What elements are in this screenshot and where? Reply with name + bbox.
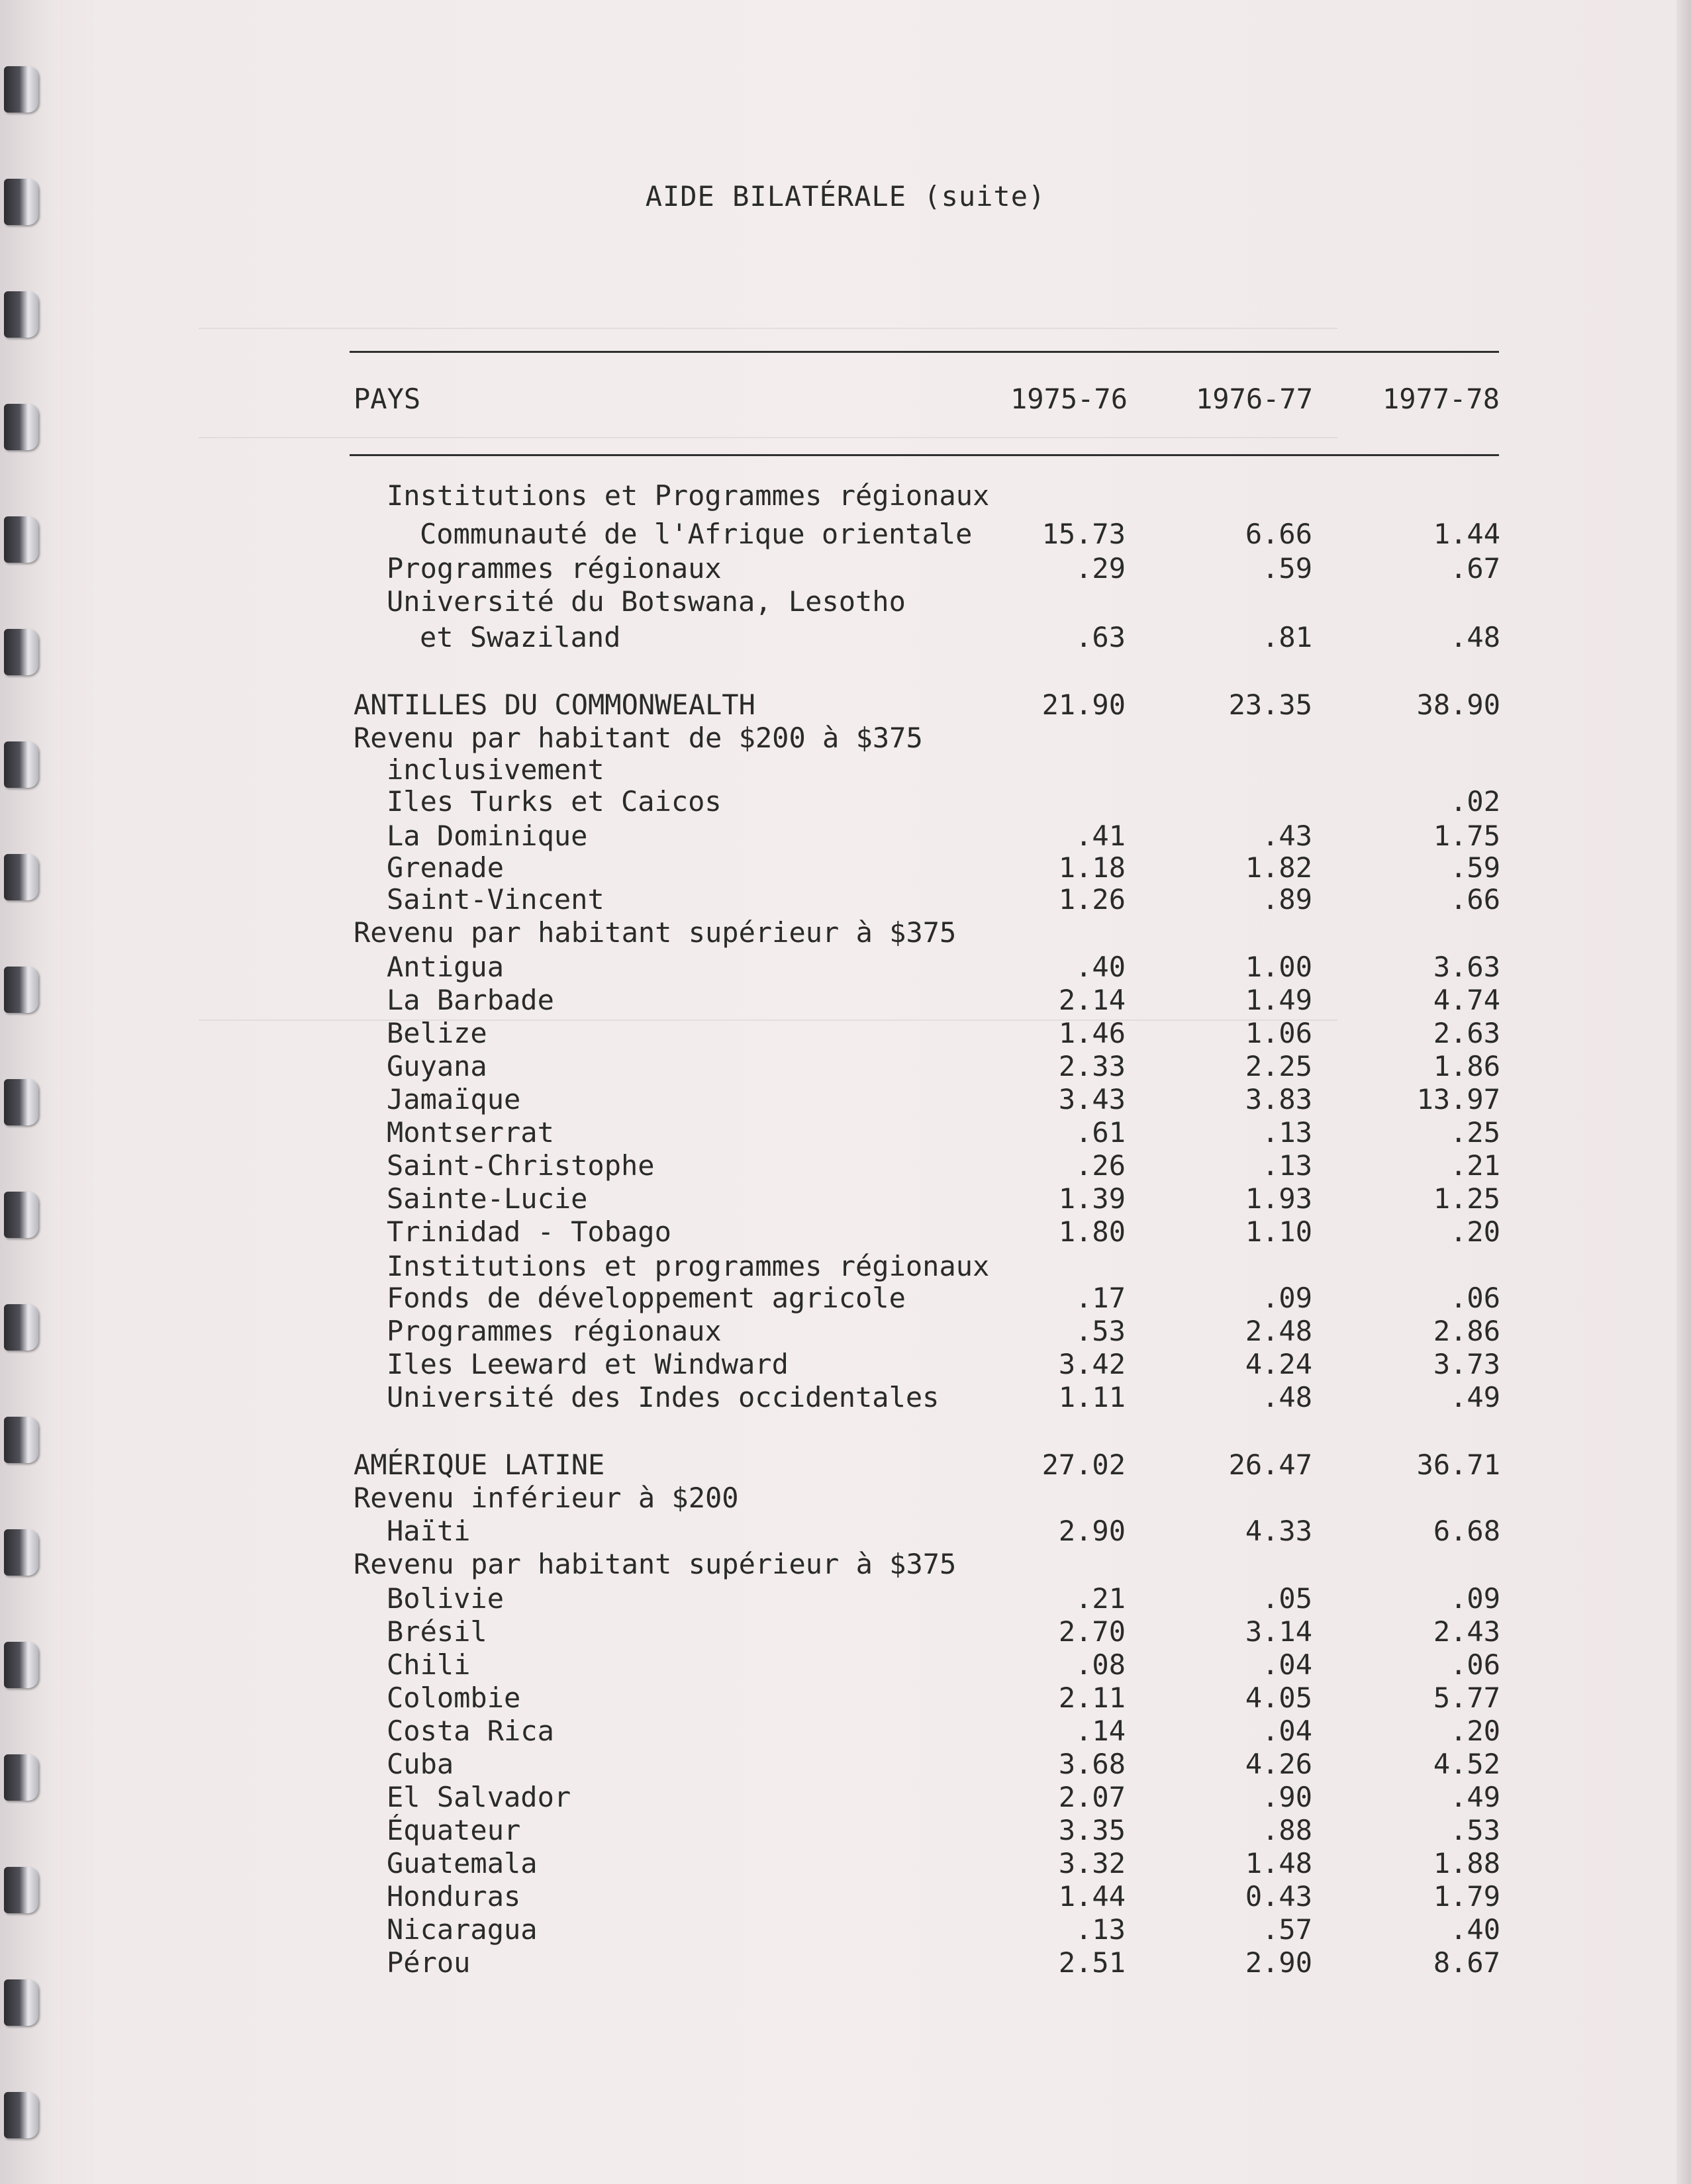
table-row [0, 722, 1691, 755]
row-label: Jamaïque [387, 1083, 521, 1116]
value-1976-77: 1.82 [1245, 851, 1312, 884]
row-label: Costa Rica [387, 1715, 554, 1747]
value-1976-77: 6.66 [1245, 518, 1312, 550]
row-label: Colombie [387, 1682, 521, 1714]
value-1975-76: 3.35 [1058, 1814, 1126, 1846]
row-label: inclusivement [387, 753, 604, 786]
value-1976-77: .05 [1262, 1582, 1312, 1615]
row-label: Iles Turks et Caicos [387, 785, 722, 818]
value-1977-78: 1.79 [1433, 1880, 1500, 1913]
table-row [0, 1515, 1691, 1548]
value-1977-78: 4.74 [1433, 984, 1500, 1016]
row-label: Université des Indes occidentales [387, 1381, 940, 1413]
value-1977-78: 1.75 [1433, 820, 1500, 852]
row-label: Saint-Vincent [387, 883, 604, 916]
value-1977-78: 1.44 [1433, 518, 1500, 550]
row-label: Nicaragua [387, 1913, 538, 1946]
table-row [0, 1282, 1691, 1315]
row-label: Sainte-Lucie [387, 1182, 588, 1215]
row-label: Guatemala [387, 1847, 538, 1879]
row-label: Programmes régionaux [387, 1315, 722, 1347]
table-row [0, 753, 1691, 786]
table-row [0, 1050, 1691, 1083]
value-1976-77: 3.83 [1245, 1083, 1312, 1116]
value-1977-78: .49 [1450, 1381, 1500, 1413]
value-1977-78: 1.86 [1433, 1050, 1500, 1082]
table-row [0, 479, 1691, 512]
table-row [0, 1913, 1691, 1946]
value-1977-78: 6.68 [1433, 1515, 1500, 1547]
value-1977-78: .66 [1450, 883, 1500, 916]
value-1975-76: .40 [1075, 951, 1126, 983]
row-label: Honduras [387, 1880, 521, 1913]
column-header-1977-78: 1977-78 [1382, 383, 1500, 415]
value-1977-78: .06 [1450, 1282, 1500, 1314]
value-1976-77: .57 [1262, 1913, 1312, 1946]
value-1976-77: .90 [1262, 1781, 1312, 1813]
table-row [0, 1615, 1691, 1648]
table-row [0, 1582, 1691, 1615]
value-1975-76: 2.51 [1058, 1946, 1126, 1979]
value-1975-76: .14 [1075, 1715, 1126, 1747]
value-1976-77: 26.47 [1228, 1448, 1312, 1481]
value-1975-76: 1.39 [1058, 1182, 1126, 1215]
value-1975-76: 1.11 [1058, 1381, 1126, 1413]
table-row [0, 1215, 1691, 1249]
table-row [0, 1315, 1691, 1348]
row-label: Université du Botswana, Lesotho [387, 585, 906, 618]
value-1976-77: .43 [1262, 820, 1312, 852]
table-row [0, 951, 1691, 984]
value-1975-76: 1.18 [1058, 851, 1126, 884]
value-1977-78: 36.71 [1416, 1448, 1500, 1481]
table-row [0, 621, 1691, 654]
value-1977-78: .67 [1450, 552, 1500, 585]
row-label: Revenu par habitant supérieur à $375 [354, 916, 957, 949]
value-1975-76: .53 [1075, 1315, 1126, 1347]
table-row [0, 1946, 1691, 1979]
value-1975-76: 1.46 [1058, 1017, 1126, 1049]
value-1976-77: 1.00 [1245, 951, 1312, 983]
row-label: Revenu par habitant supérieur à $375 [354, 1548, 957, 1580]
table-row [0, 1250, 1691, 1283]
row-label: Chili [387, 1648, 471, 1681]
table-row [0, 1781, 1691, 1814]
table-row [0, 1682, 1691, 1715]
table-row [0, 1847, 1691, 1880]
row-label: Antigua [387, 951, 505, 983]
value-1976-77: 2.90 [1245, 1946, 1312, 1979]
value-1976-77: .59 [1262, 552, 1312, 585]
row-label: Guyana [387, 1050, 487, 1082]
row-label: El Salvador [387, 1781, 571, 1813]
value-1977-78: .53 [1450, 1814, 1500, 1846]
table-row [0, 851, 1691, 884]
table-row [0, 984, 1691, 1017]
table-row [0, 1880, 1691, 1913]
column-header-1975-76: 1975-76 [1010, 383, 1128, 415]
value-1975-76: .63 [1075, 621, 1126, 653]
table-row [0, 1116, 1691, 1149]
value-1975-76: 1.26 [1058, 883, 1126, 916]
row-label: La Dominique [387, 820, 588, 852]
value-1975-76: .26 [1075, 1149, 1126, 1182]
table-row [0, 785, 1691, 818]
value-1977-78: .48 [1450, 621, 1500, 653]
table-row [0, 1182, 1691, 1215]
column-header-1976-77: 1976-77 [1196, 383, 1314, 415]
value-1975-76: 2.33 [1058, 1050, 1126, 1082]
value-1977-78: 13.97 [1416, 1083, 1500, 1116]
value-1975-76: 2.14 [1058, 984, 1126, 1016]
value-1975-76: 21.90 [1041, 688, 1126, 721]
row-label: Montserrat [387, 1116, 554, 1149]
row-label: Saint-Christophe [387, 1149, 655, 1182]
value-1977-78: .25 [1450, 1116, 1500, 1149]
row-label: ANTILLES DU COMMONWEALTH [354, 688, 755, 721]
value-1975-76: 2.11 [1058, 1682, 1126, 1714]
table-row [0, 1715, 1691, 1748]
table-row [0, 552, 1691, 585]
value-1976-77: 1.93 [1245, 1182, 1312, 1215]
table-row [0, 688, 1691, 722]
value-1975-76: 1.44 [1058, 1880, 1126, 1913]
row-label: Programmes régionaux [387, 552, 722, 585]
value-1977-78: .49 [1450, 1781, 1500, 1813]
value-1975-76: 2.90 [1058, 1515, 1126, 1547]
value-1977-78: .20 [1450, 1715, 1500, 1747]
value-1976-77: .89 [1262, 883, 1312, 916]
value-1975-76: 3.43 [1058, 1083, 1126, 1116]
row-label: et Swaziland [420, 621, 621, 653]
value-1975-76: 1.80 [1058, 1215, 1126, 1248]
value-1976-77: 1.06 [1245, 1017, 1312, 1049]
value-1976-77: .04 [1262, 1715, 1312, 1747]
value-1975-76: .29 [1075, 552, 1126, 585]
value-1975-76: 2.70 [1058, 1615, 1126, 1648]
value-1975-76: .61 [1075, 1116, 1126, 1149]
row-label: La Barbade [387, 984, 554, 1016]
row-label: Communauté de l'Afrique orientale [420, 518, 973, 550]
table-row [0, 1448, 1691, 1482]
value-1977-78: 38.90 [1416, 688, 1500, 721]
page-title: AIDE BILATÉRALE (suite) [645, 180, 1046, 213]
value-1977-78: 1.25 [1433, 1182, 1500, 1215]
value-1975-76: 2.07 [1058, 1781, 1126, 1813]
value-1976-77: .88 [1262, 1814, 1312, 1846]
value-1977-78: 8.67 [1433, 1946, 1500, 1979]
row-label: Pérou [387, 1946, 471, 1979]
value-1977-78: 1.88 [1433, 1847, 1500, 1879]
column-header-pays: PAYS [354, 383, 421, 415]
value-1977-78: .21 [1450, 1149, 1500, 1182]
row-label: Trinidad - Tobago [387, 1215, 671, 1248]
value-1975-76: .13 [1075, 1913, 1126, 1946]
value-1975-76: .41 [1075, 820, 1126, 852]
value-1976-77: 4.24 [1245, 1348, 1312, 1380]
table-row [0, 1748, 1691, 1781]
table-row [0, 820, 1691, 853]
value-1976-77: 23.35 [1228, 688, 1312, 721]
value-1975-76: .08 [1075, 1648, 1126, 1681]
row-label: Fonds de développement agricole [387, 1282, 906, 1314]
value-1975-76: 3.42 [1058, 1348, 1126, 1380]
value-1976-77: 2.25 [1245, 1050, 1312, 1082]
table-row [0, 1083, 1691, 1116]
value-1976-77: 3.14 [1245, 1615, 1312, 1648]
value-1975-76: 15.73 [1041, 518, 1126, 550]
value-1977-78: 5.77 [1433, 1682, 1500, 1714]
row-label: Cuba [387, 1748, 454, 1780]
row-label: Belize [387, 1017, 487, 1049]
row-label: Revenu inférieur à $200 [354, 1482, 739, 1514]
value-1975-76: 27.02 [1041, 1448, 1126, 1481]
value-1976-77: 1.10 [1245, 1215, 1312, 1248]
value-1977-78: .06 [1450, 1648, 1500, 1681]
value-1976-77: 0.43 [1245, 1880, 1312, 1913]
table-row [0, 1149, 1691, 1182]
value-1977-78: 2.63 [1433, 1017, 1500, 1049]
value-1976-77: .13 [1262, 1149, 1312, 1182]
table-row [0, 585, 1691, 618]
value-1975-76: 3.32 [1058, 1847, 1126, 1879]
row-label: Grenade [387, 851, 505, 884]
value-1976-77: .04 [1262, 1648, 1312, 1681]
value-1976-77: .13 [1262, 1116, 1312, 1149]
value-1977-78: 2.86 [1433, 1315, 1500, 1347]
value-1976-77: 4.05 [1245, 1682, 1312, 1714]
value-1976-77: 4.26 [1245, 1748, 1312, 1780]
table-row [0, 1348, 1691, 1381]
value-1975-76: 3.68 [1058, 1748, 1126, 1780]
value-1976-77: .48 [1262, 1381, 1312, 1413]
row-label: Brésil [387, 1615, 487, 1648]
table-row [0, 1381, 1691, 1414]
value-1977-78: 3.63 [1433, 951, 1500, 983]
value-1975-76: .21 [1075, 1582, 1126, 1615]
value-1977-78: .02 [1450, 785, 1500, 818]
value-1977-78: 4.52 [1433, 1748, 1500, 1780]
value-1977-78: .40 [1450, 1913, 1500, 1946]
row-label: AMÉRIQUE LATINE [354, 1448, 605, 1481]
row-label: Institutions et programmes régionaux [387, 1250, 990, 1282]
value-1976-77: 4.33 [1245, 1515, 1312, 1547]
value-1976-77: 1.49 [1245, 984, 1312, 1016]
value-1976-77: .81 [1262, 621, 1312, 653]
table-row [0, 1648, 1691, 1682]
value-1977-78: .09 [1450, 1582, 1500, 1615]
row-label: Équateur [387, 1814, 521, 1846]
row-label: Bolivie [387, 1582, 505, 1615]
value-1975-76: .17 [1075, 1282, 1126, 1314]
table-row [0, 1017, 1691, 1050]
table-row [0, 518, 1691, 551]
row-label: Iles Leeward et Windward [387, 1348, 789, 1380]
row-label: Institutions et Programmes régionaux [387, 479, 990, 512]
table-row [0, 1482, 1691, 1515]
table-row [0, 1814, 1691, 1847]
value-1977-78: 3.73 [1433, 1348, 1500, 1380]
value-1977-78: 2.43 [1433, 1615, 1500, 1648]
value-1976-77: .09 [1262, 1282, 1312, 1314]
value-1976-77: 1.48 [1245, 1847, 1312, 1879]
row-label: Haïti [387, 1515, 471, 1547]
value-1977-78: .20 [1450, 1215, 1500, 1248]
value-1976-77: 2.48 [1245, 1315, 1312, 1347]
table-row [0, 883, 1691, 916]
table-row [0, 916, 1691, 949]
row-label: Revenu par habitant de $200 à $375 [354, 722, 923, 754]
value-1977-78: .59 [1450, 851, 1500, 884]
table-row [0, 1548, 1691, 1581]
